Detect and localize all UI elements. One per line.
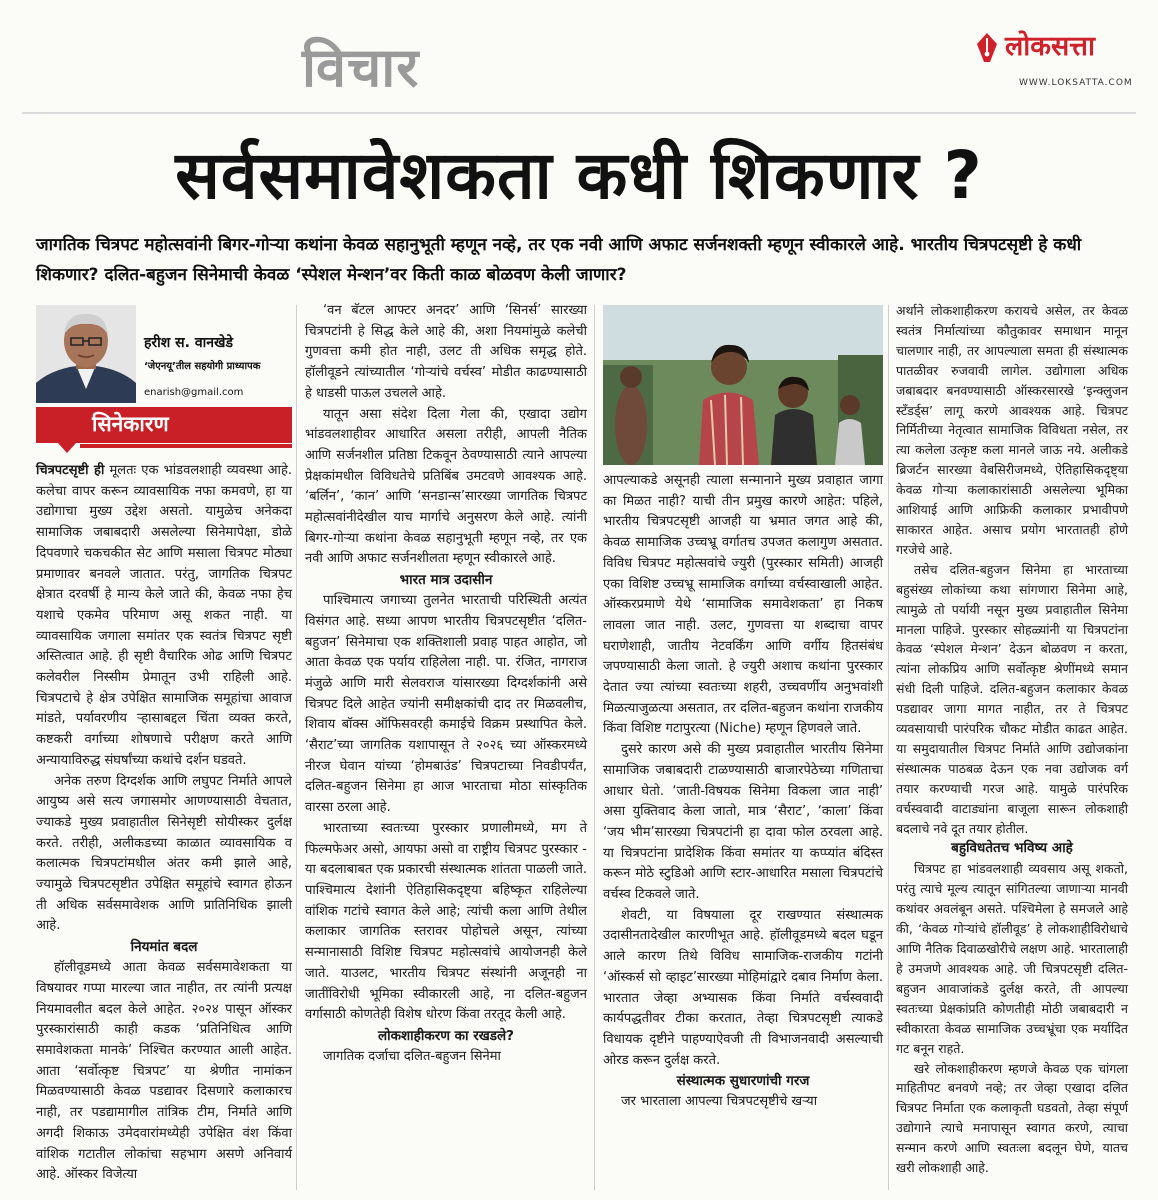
subheading: संस्थात्मक सुधारणांची गरज bbox=[676, 1073, 810, 1090]
film-still-image bbox=[603, 305, 883, 465]
article-column-2 bbox=[305, 301, 587, 1068]
paragraph: चित्रपट हा भांडवलशाही व्यवसाय असू शकतो, परंतु त्याचे मूल्य त्यातून सांगितल्या जाणाऱ्या मानवी कथांवर अवलंबून असते. पश्चिमेला हे समजले आहे की, ‘केवळ गोऱ्यांचे हॉलीवूड’ हे लोकशाहीविरोधाचे आणि नैतिक दिवाळखोरीचे लक्षण आहे. भारतालाही हे उमजणे आवश्यक आहे. जी चित्रपटसृष्टी दलित-बहुजन आवाजांकडे दुर्लक्ष करते, ती आपल्या स्वतःच्या प्रेक्षकांप्रति कोणतीही मोठी जबाबदारी न स्वीकारता केवळ सामाजिक उच्चभ्रूंचा एक मर्यादित गट बनून राहते. bbox=[896, 861, 1128, 1056]
paragraph: खरे लोकशाहीकरण म्हणजे केवळ एक चांगला माहितीपट बनवणे नव्हे; तर जेव्हा एखादा दलित चित्रपट निर्माता एक कलाकृती घडवतो, तेव्हा संपूर्ण उद्योगाने त्याचे मनापासून स्वागत करणे, त्याचा सन्मान करणे आणि स्वतःला बदलून घेणे, यातच खरी लोकशाही आहे. bbox=[896, 1060, 1128, 1176]
subheading: भारत मात्र उदासीन bbox=[399, 572, 493, 589]
section-divider bbox=[22, 112, 1136, 114]
subheading: लोकशाहीकरण का रखडले? bbox=[377, 1027, 515, 1044]
article-column-1 bbox=[36, 461, 292, 1186]
paragraph: दुसरे कारण असे की मुख्य प्रवाहातील भारतीय सिनेमा सामाजिक जबाबदारी टाळण्यासाठी बाजारपेठेच्या गणिताचा आधार घेतो. ‘जाती-विषयक सिनेमा विकला जात नाही’ असा युक्तिवाद केला जातो, मात्र ‘सैराट’, ‘काला’ किंवा ‘जय भीम’सारख्या चित्रपटांनी हा दावा फोल ठरवला आहे. या चित्रपटांना प्रादेशिक किंवा समांतर या कप्प्यांत बंदिस्त करून मोठे स्टुडिओ आणि स्टार-आधारित मसाला चित्रपटांचे वर्चस्व टिकवले जाते. bbox=[603, 742, 883, 903]
pen-nib-icon bbox=[975, 32, 999, 66]
headline: सर्वसमावेशकता कधी शिकणार ? bbox=[175, 137, 983, 214]
column-divider bbox=[594, 305, 595, 1190]
column-divider bbox=[296, 305, 297, 1190]
author-name: हरीश स. वानखेडे bbox=[144, 335, 233, 351]
author-email[interactable]: enarish@gmail.com bbox=[144, 387, 244, 398]
paragraph: भारताच्या स्वतःच्या पुरस्कार प्रणालीमध्ये, मग ते फिल्मफेअर असो, आयफा असो वा राष्ट्रीय चित्रपट पुरस्कार - या बदलाबाबत एक प्रकारची संस्थात्मक शांतता पाळली जाते. पाश्चिमात्य देशांनी ऐतिहासिकदृष्ट्या बहिष्कृत राहिलेल्या वांशिक गटांचे स्वागत केले आहे; त्यांची कला आणि तेथील कलाकार जागतिक स्तरावर पोहोचले असून, त्यांच्या सन्मानासाठी विशिष्ट चित्रपट महोत्सवांचे आयोजनही केले जाते. याउलट, भारतीय चित्रपट संस्थांनी अजूनही ना जातींविरोधी भूमिका स्वीकारली आहे, ना दलित-बहुजन वर्गासाठी कोणतेही विशेष धोरण किंवा तरतूद केली आहे. bbox=[305, 820, 587, 1023]
paragraph: तसेच दलित-बहुजन सिनेमा हा भारताच्या बहुसंख्य लोकांच्या कथा सांगणारा सिनेमा आहे, त्यामुळे तो पर्यायी नसून मुख्य प्रवाहातील सिनेमा मानला पाहिजे. पुरस्कार सोहळ्यांनी या चित्रपटांना केवळ ‘स्पेशल मेन्शन’ देऊन बोळवण न करता, त्यांना लोकप्रिय आणि सर्वोत्कृष्ट श्रेणींमध्ये समान संधी दिली पाहिजे. दलित-बहुजन कलाकार केवळ पडद्यावर जागा मागत नाहीत, तर ते चित्रपट व्यवसायाची पारंपरिक चौकट मोडीत काढत आहेत. या समुदायातील चित्रपट निर्माते आणि उद्योजकांना संस्थात्मक पाठबळ देऊन एक नवा उद्योजक वर्ग तयार करण्याची गरज आहे. यामुळे पारंपरिक वर्चस्ववादी वाटाड्यांना बाजूला सारून लोकशाही बदलाचे नवे दूत तयार होतील. bbox=[896, 561, 1128, 836]
article-column-3 bbox=[603, 471, 883, 1113]
column-divider bbox=[888, 305, 889, 1190]
author-title: ‘जेएनयू’तील सहयोगी प्राध्यापक bbox=[144, 361, 261, 372]
column-tag bbox=[36, 407, 292, 443]
article-column-4 bbox=[896, 301, 1128, 1178]
author-photo bbox=[36, 305, 136, 403]
logo-wordmark: लोकसत्ता bbox=[1005, 31, 1095, 62]
paragraph: अनेक तरुण दिग्दर्शक आणि लघुपट निर्माते आपले आयुष्य असे सत्य जगासमोर आणण्यासाठी वेचतात, ज्याकडे मुख्य प्रवाहातील सिनेसृष्टी सोयीस्कर दुर्लक्ष करते. तरीही, अलीकडच्या काळात व्यावसायिक व कलात्मक चित्रपटांमधील अंतर कमी झाले आहे, ज्यामुळे चित्रपटसृष्टीत उपेक्षित समूहांचे स्वागत होऊन ती अधिक सर्वसमावेशक आणि प्रातिनिधिक झाली आहे. bbox=[36, 773, 292, 934]
subheading: नियमांत बदल bbox=[130, 939, 198, 956]
paragraph: हॉलीवूडमध्ये आता केवळ सर्वसमावेशकता या विषयावर गप्पा मारल्या जात नाहीत, तर त्यांनी प्रत्यक्ष नियमावलीत बदल केले आहेत. २०२४ पासून ऑस्कर पुरस्कारांसाठी काही कडक ‘प्रतिनिधित्व आणि समावेशकता मानके’ निश्चित करण्यात आली आहेत. आता ‘सर्वोत्कृष्ट चित्रपट’ या श्रेणीत नामांकन मिळवण्यासाठी केवळ पडद्यावर दिसणारे कलाकारच नाही, तर पडद्यामागील तांत्रिक टीम, निर्माते आणि अगदी शिकाऊ उमेदवारांमध्येही उपेक्षित वंश किंवा वांशिक गटातील लोकांचा सहभाग असणे अनिवार्य आहे. ऑस्कर विजेत्या bbox=[36, 960, 292, 1183]
paragraph: आपल्याकडे असूनही त्याला सन्मानाने मुख्य प्रवाहात जागा का मिळत नाही? याची तीन प्रमुख कारणे आहेत: पहिले, भारतीय चित्रपटसृष्टी आजही या भ्रमात जगत आहे की, केवळ सामाजिक उच्चभ्रू वर्गातच उपजत कलागुण असतात. विविध चित्रपट महोत्सवांचे ज्युरी (पुरस्कार समिती) आजही एका विशिष्ट उच्चभ्रू सामाजिक वर्गाच्या वर्चस्वाखाली आहेत. ऑस्करप्रमाणे येथे ‘सामाजिक समावेशकता’ हा निकष लावला जात नाही. उलट, गुणवत्ता या शब्दाचा वापर घराणेशाही, जातीय नेटवर्किंग आणि वर्गीय हितसंबंध जपण्यासाठी केला जातो. हे ज्युरी अशाच कथांना पुरस्कार देतात ज्या त्यांच्या स्वतःच्या शहरी, उच्चवर्णीय अनुभवांशी मिळत्याजुळत्या असतात, तर दलित-बहुजन कथांना राजकीय किंवा विशिष्ट गटापुरत्या (Niche) म्हणून हिणवले जाते. bbox=[603, 473, 883, 737]
paragraph: जर भारताला आपल्या चित्रपटसृष्टीचे खऱ्या bbox=[621, 1094, 818, 1110]
paragraph: ‘वन बॅटल आफ्टर अनदर’ आणि ‘सिनर्स’ सारख्या चित्रपटांनी हे सिद्ध केले आहे की, अशा नियमांमुळे कलेची गुणवत्ता कमी होत नाही, उलट ती अधिक समृद्ध होते. हॉलीवूडने त्यांच्यातील ‘गोऱ्यांचे वर्चस्व’ मोडीत काढण्यासाठी हे धाडसी पाऊल उचलले आहे. bbox=[305, 303, 587, 401]
paragraph: जागतिक दर्जाचा दलित-बहुजन सिनेमा bbox=[323, 1048, 501, 1064]
paragraph: अर्थाने लोकशाहीकरण करायचे असेल, तर केवळ स्वतंत्र निर्मात्यांच्या कौतुकावर समाधान मानून चालणार नाही, तर आपल्याला समता ही संस्थात्मक पातळीवर रुजवावी लागेल. उद्योगाला अधिक जबाबदार बनवण्यासाठी ऑस्करसारखे ‘इन्क्लुजन स्टँडर्ड्स’ लागू करणे आवश्यक आहे. चित्रपट निर्मितीच्या नेतृत्वात सामाजिक विविधता नसेल, तर त्या कलेला उत्कृष्ट कला मानले जाऊ नये. अलीकडे ब्रिजर्टन सारख्या वेबसिरीजमध्ये, ऐतिहासिकदृष्ट्या केवळ गोऱ्या कलाकारांसाठी असलेल्या भूमिका आशियाई आणि आफ्रिकी कलाकार प्रभावीपणे साकारत आहेत. असाच प्रयोग भारतातही होणे गरजेचे आहे. bbox=[896, 303, 1128, 557]
paragraph: शेवटी, या विषयाला दूर राखण्यात संस्थात्मक उदासीनतादेखील कारणीभूत आहे. हॉलीवूडमध्ये बदल घडून आले कारण तिथे विविध सामाजिक-राजकीय गटांनी ‘ऑस्कर्स सो व्हाइट’सारख्या मोहिमांद्वारे दबाव निर्माण केला. भारतात जेव्हा अभ्यासक किंवा निर्माते वर्चस्ववादी कार्यपद्धतीवर टीका करतात, तेव्हा चित्रपटसृष्टी त्याकडे विधायक दृष्टीने पाहण्याऐवजी ती विभाजनवादी असल्याची ओरड करून दुर्लक्ष करते. bbox=[603, 907, 883, 1068]
tag-rule bbox=[80, 444, 292, 448]
paragraph: चित्रपटसृष्टी ही मूलतः एक भांडवलशाही व्यवस्था आहे. कलेचा वापर करून व्यावसायिक नफा कमवणे, हा या उद्योगाचा मुख्य उद्देश असतो. यामुळेच अनेकदा सामाजिक जबाबदारी असलेल्या सिनेमापेक्षा, डोळे दिपवणारे चकचकीत सेट आणि मसाला चित्रपट मोठ्या प्रमाणावर बनवले जातात. परंतु, जागतिक चित्रपट क्षेत्रात दरवर्षी हे मान्य केले जाते की, केवळ नफा हेच यशाचे एकमेव परिमाण असू शकत नाही. या व्यावसायिक जगाला समांतर एक स्वतंत्र चित्रपट सृष्टी अस्तित्वात आहे. ही सृष्टी वैचारिक ओढ आणि चित्रपट कलेवरील निस्सीम प्रेमातून उभी राहिली आहे. चित्रपटाचे हे क्षेत्र उपेक्षित सामाजिक समूहांचा आवाज मांडते, पर्यावरणीय ऱ्हासाबद्दल चिंता व्यक्त करते, कष्टकरी वर्गाच्या शोषणाचे परीक्षण करते आणि अन्यायाविरुद्ध संघर्षांच्या कथांचे दर्शन घडवते. bbox=[36, 463, 292, 768]
author-block bbox=[36, 305, 292, 455]
standfirst: जागतिक चित्रपट महोत्सवांनी बिगर-गोऱ्या कथांना केवळ सहानुभूती म्हणून नव्हे, तर एक नवी आणि अफाट सर्जनशक्ती म्हणून स्वीकारले आहे. भारतीय चित्रपटसृष्टी हे कधी शिकणार? दलित-बहुजन सिनेमाची केवळ ‘स्पेशल मेन्शन’वर किती काळ बोळवण केली जाणार? bbox=[36, 235, 1082, 285]
column-name: सिनेकारण bbox=[92, 412, 169, 436]
subheading: बहुविधतेतच भविष्य आहे bbox=[951, 840, 1073, 857]
loksatta-logo[interactable] bbox=[975, 26, 1140, 106]
tag-arrow-icon bbox=[58, 443, 76, 453]
logo-url: WWW.LOKSATTA.COM bbox=[1019, 78, 1133, 88]
paragraph: यातून असा संदेश दिला गेला की, एखादा उद्योग भांडवलशाहीवर आधारित असला तरीही, आपली नैतिक आणि सर्जनशील प्रतिष्ठा टिकवून ठेवण्यासाठी त्याने आपल्या प्रेक्षकांमधील विविधतेचे प्रतिबिंब उमटवणे आवश्यक आहे. ‘बर्लिन’, ‘कान’ आणि ‘सनडान्स’सारख्या जागतिक चित्रपट महोत्सवांनीदेखील याच मार्गाचे अनुसरण केले आहे. त्यांनी बिगर-गोऱ्या कथांना केवळ सहानुभूती म्हणून नव्हे, तर एक नवी आणि अफाट सर्जनशीलता म्हणून स्वीकारले आहे. bbox=[305, 406, 587, 567]
paragraph: पाश्चिमात्य जगाच्या तुलनेत भारताची परिस्थिती अत्यंत विसंगत आहे. सध्या आपण भारतीय चित्रपटसृष्टीत ‘दलित-बहुजन’ सिनेमाचा एक शक्तिशाली प्रवाह पाहत आहोत, जो आता केवळ एक पर्याय राहिलेला नाही. पा. रंजित, नागराज मंजुळे आणि मारी सेलवराज यांसारख्या दिग्दर्शकांनी असे चित्रपट दिले आहेत ज्यांनी समीक्षकांची दाद तर मिळवलीच, शिवाय बॉक्स ऑफिसवरही कमाईचे विक्रम प्रस्थापित केले. ‘सैराट’च्या जागतिक यशापासून ते २०२६ च्या ऑस्करमध्ये नीरज घेवान यांच्या ‘होमबाउंड’ चित्रपटाच्या निवडीपर्यंत, दलित-बहुजन सिनेमा हा आज भारताचा मोठा सांस्कृतिक वारसा ठरला आहे. bbox=[305, 593, 587, 816]
lead-in: चित्रपटसृष्टी ही bbox=[36, 463, 105, 478]
section-label: विचार bbox=[302, 36, 420, 99]
